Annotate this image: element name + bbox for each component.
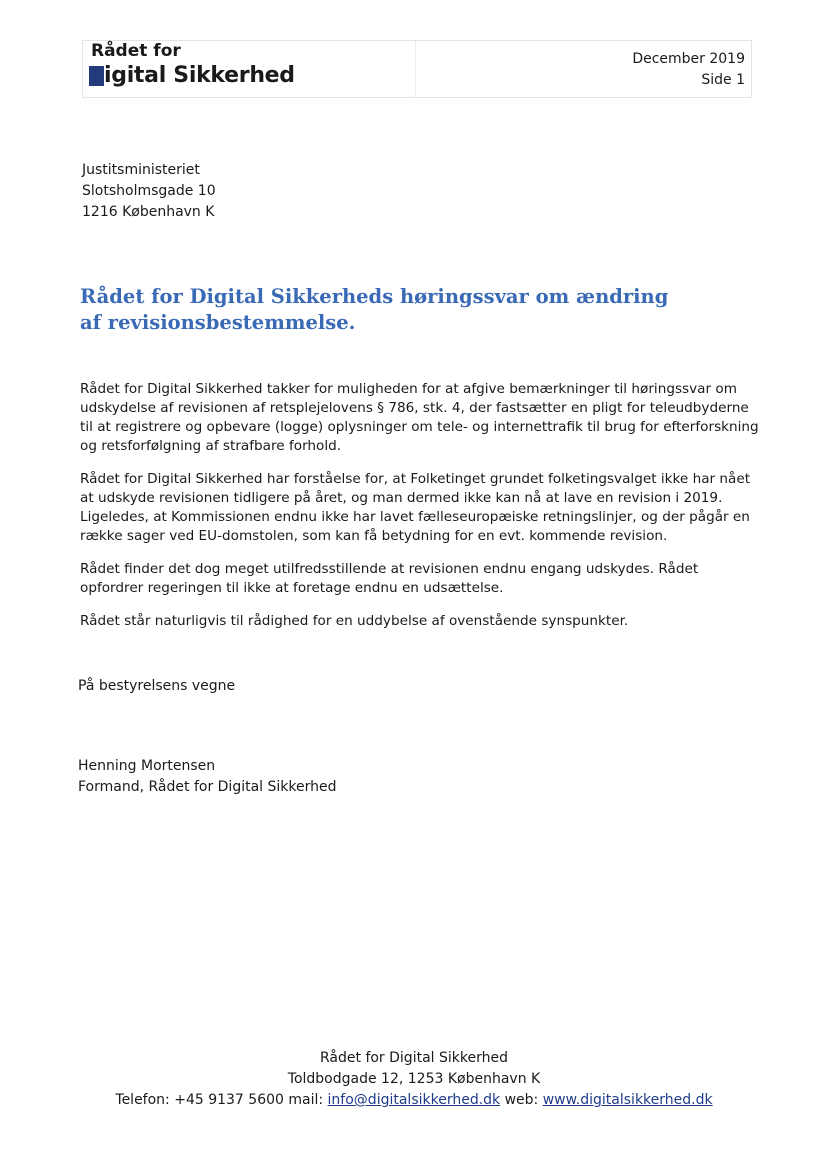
email-link[interactable]: info@digitalsikkerhed.dk: [327, 1092, 501, 1108]
paragraph: Rådet finder det dog meget utilfredsstillende at revisionen endnu engang udskydes. Rådet opfordrer regeringen til ikke at foretage endnu en udsættelse.: [80, 561, 699, 596]
footer-address: Toldbodgade 12, 1253 København K: [287, 1071, 541, 1087]
letterhead-divider: [415, 41, 416, 97]
web-link[interactable]: www.digitalsikkerhed.dk: [542, 1092, 713, 1108]
paragraph: Rådet står naturligvis til rådighed for en uddybelse af ovenstående synspunkter.: [80, 613, 629, 629]
signer-role: Formand, Rådet for Digital Sikkerhed: [78, 779, 337, 795]
address-line: 1216 København K: [82, 204, 215, 220]
letter-footer: [0, 1048, 828, 1111]
paragraph: Rådet for Digital Sikkerhed har forståelse for, at Folketinget grundet folketingsvalget ikke har nået at udskyde revisionen tidligere på året, og man dermed ikke kan nå at lave en revision i 2019. Ligeledes, at Kommissionen endnu ikke har lavet fælleseuropæiske retningslinjer, og der pågår en række sager ved EU-domstolen, som kan få betydning for en evt. kommende revision.: [80, 471, 751, 544]
letterhead-meta: [632, 49, 745, 91]
paragraph: Rådet for Digital Sikkerhed takker for muligheden for at afgive bemærkninger til høringssvar om udskydelse af revisionen af retsplejelovens § 786, stk. 4, der fastsætter en pligt for teleudbyderne til at registrere og opbevare (logge) oplysninger om tele- og internettrafik til brug for efterforskning og retsforfølgning af strafbare forhold.: [80, 381, 759, 454]
signer-name: Henning Mortensen: [78, 758, 216, 774]
letterhead: [82, 40, 752, 98]
logo-mark-icon: [89, 66, 104, 86]
letter-date: December 2019: [632, 51, 745, 67]
closing-line: På bestyrelsens vegne: [78, 678, 236, 694]
footer-org: Rådet for Digital Sikkerhed: [320, 1050, 508, 1066]
footer-contact: [0, 1090, 828, 1111]
address-line: Slotsholmsgade 10: [82, 183, 216, 199]
address-line: Justitsministeriet: [82, 162, 200, 178]
recipient-address: [82, 160, 216, 223]
letter-body: [80, 380, 760, 645]
logo-main-text: igital Sikkerhed: [104, 63, 295, 88]
page-number: Side 1: [701, 72, 745, 88]
logo-top-text: Rådet for: [91, 41, 181, 61]
footer-web-label: web:: [504, 1092, 539, 1108]
letter-title: Rådet for Digital Sikkerheds høringssvar om ændring af revisionsbestemmelse.: [80, 285, 669, 334]
logo: [89, 63, 295, 88]
footer-phone: Telefon: +45 9137 5600 mail:: [115, 1092, 324, 1108]
signature-block: [78, 756, 337, 798]
